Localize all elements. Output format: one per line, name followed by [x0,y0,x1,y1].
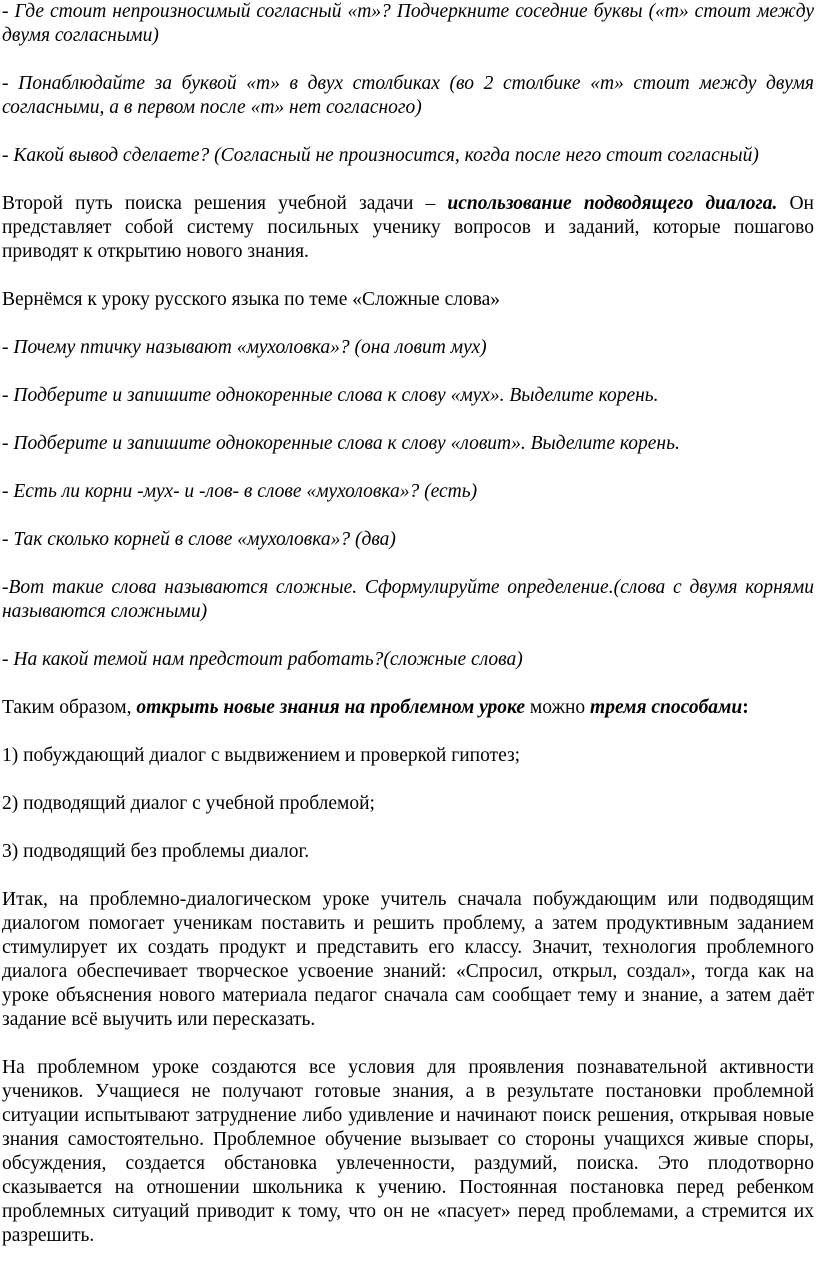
spacer [2,168,814,192]
spacer [2,120,814,144]
summary-emphasis: открыть новые знания на проблемном уроке [136,697,526,718]
spacer [2,816,814,840]
spacer [2,48,814,72]
summary-line [2,696,814,720]
spacer [2,408,814,432]
question-line: -Вот такие слова называются сложные. Сформулируйте определение.(слова с двумя корнями называются сложными) [2,577,814,622]
question-line: - Где стоит непроизносимый согласный «т»? Подчеркните соседние буквы («т» стоит между двумя согласными) [2,1,814,46]
question-line: - Так сколько корней в слове «мухоловка»? (два) [2,529,396,550]
body-paragraph: Итак, на проблемно-диалогическом уроке учитель сначала побуждающим или подводящим диалогом помогает ученикам поставить и решить проблему, а затем продуктивным заданием стимулирует их создать продукт и представить его классу. Значит, технология проблемного диалога обеспечивает творческое усвоение знаний: «Спросил, открыл, создал», тогда как на уроке объяснения нового материала педагог сначала сам сообщает тему и знание, а затем даёт задание всё выучить или пересказать. [2,889,814,1030]
spacer [2,624,814,648]
spacer [2,864,814,888]
method-item: 2) подводящий диалог с учебной проблемой; [2,793,375,814]
summary-colon: : [742,697,749,718]
question-line: - Почему птичку называют «мухоловка»? (она ловит мух) [2,337,487,358]
method-item: 1) побуждающий диалог с выдвижением и проверкой гипотез; [2,745,521,766]
question-line: - На какой темой нам предстоит работать?(сложные слова) [2,649,523,670]
second-path-text-rest: Он представляет собой систему посильных ученику вопросов и заданий, которые пошагово приводят к открытию нового знания. [2,193,814,262]
question-line: - Понаблюдайте за буквой «т» в двух столбиках (во 2 столбике «т» стоит между двумя согласными, а в первом после «т» нет согласного) [2,73,814,118]
spacer [2,312,814,336]
spacer [2,768,814,792]
spacer [2,672,814,696]
question-line: - Подберите и запишите однокоренные слова к слову «мух». Выделите корень. [2,385,659,406]
spacer [2,264,814,288]
method-item: 3) подводящий без проблемы диалог. [2,841,310,862]
summary-text: Таким образом, [2,697,137,718]
summary-text: можно [525,697,591,718]
summary-emphasis: тремя способами [590,697,743,718]
second-path-paragraph [2,192,814,264]
return-lesson-line: Вернёмся к уроку русского языка по теме «Сложные слова» [2,289,501,310]
body-paragraph: На проблемном уроке создаются все условия для проявления познавательной активности учеников. Учащиеся не получают готовые знания, а в результате постановки проблемной ситуации испытывают затруднение либо удивление и начинают поиск решения, открывая новые знания самостоятельно. Проблемное обучение вызывает со стороны учащихся живые споры, обсуждения, создается обстановка увлеченности, раздумий, поиска. Это плодотворно сказывается на отношении школьника к учению. Постоянная постановка перед ребенком проблемных ситуаций приводит к тому, что он не «пасует» перед проблемами, а стремится их разрешить. [2,1057,814,1246]
spacer [2,504,814,528]
question-line: - Подберите и запишите однокоренные слова к слову «ловит». Выделите корень. [2,433,680,454]
second-path-text: Второй путь поиска решения учебной задачи – [2,193,448,214]
spacer [2,720,814,744]
second-path-emphasis: использование подводящего диалога. [447,193,778,214]
question-line: - Есть ли корни -мух- и -лов- в слове «мухоловка»? (есть) [2,481,478,502]
spacer [2,1032,814,1056]
spacer [2,360,814,384]
question-line: - Какой вывод сделаете? (Согласный не произносится, когда после него стоит согласный) [2,145,759,166]
spacer [2,456,814,480]
spacer [2,552,814,576]
